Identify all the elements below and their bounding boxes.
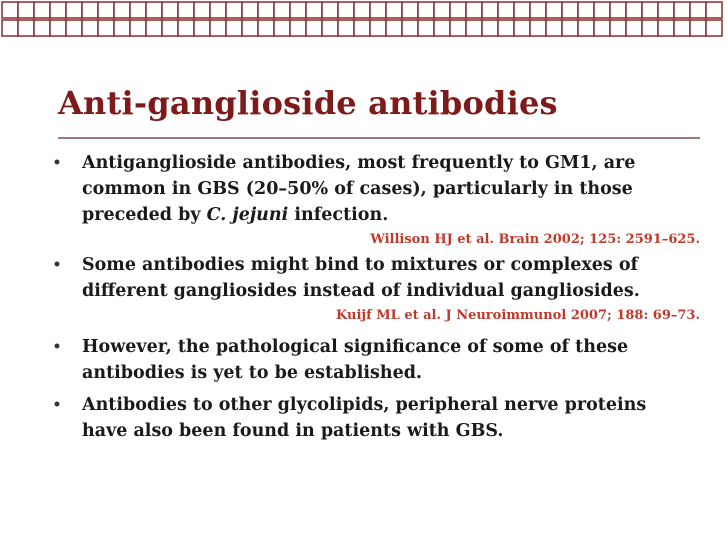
header-grid-cell bbox=[82, 2, 98, 18]
header-grid-cell bbox=[594, 2, 610, 18]
header-grid-cell bbox=[178, 20, 194, 36]
header-grid-cell bbox=[466, 2, 482, 18]
header-grid-cell bbox=[418, 20, 434, 36]
header-grid-cell bbox=[514, 20, 530, 36]
bullet-item-4 bbox=[52, 392, 712, 444]
header-grid-cell bbox=[114, 2, 130, 18]
header-grid-cell bbox=[626, 2, 642, 18]
header-grid-cell bbox=[354, 2, 370, 18]
header-grid-cell bbox=[546, 20, 562, 36]
header-grid-cell bbox=[98, 2, 114, 18]
bullet-text: Antibodies to other glycolipids, peripheral nerve proteins have also been found in patients with GBS. bbox=[82, 395, 647, 441]
header-grid-cell bbox=[498, 2, 514, 18]
header-grid-cell bbox=[290, 2, 306, 18]
bullet-dot-icon: • bbox=[52, 257, 62, 273]
header-grid-cell bbox=[194, 2, 210, 18]
header-grid-cell bbox=[50, 20, 66, 36]
header-grid-cell bbox=[706, 2, 722, 18]
title-underline bbox=[58, 137, 700, 139]
header-grid-cell bbox=[642, 20, 658, 36]
header-grid-cell bbox=[66, 2, 82, 18]
header-grid-cell bbox=[706, 20, 722, 36]
header-grid-cell bbox=[18, 2, 34, 18]
header-grid-cell bbox=[530, 20, 546, 36]
header-grid-cell bbox=[66, 20, 82, 36]
header-grid-cell bbox=[546, 2, 562, 18]
header-grid-cell bbox=[386, 2, 402, 18]
header-grid-cell bbox=[258, 20, 274, 36]
header-grid-cell bbox=[194, 20, 210, 36]
header-grid-cell bbox=[338, 20, 354, 36]
header-grid-cell bbox=[610, 20, 626, 36]
bullet-dot-icon: • bbox=[52, 397, 62, 413]
slide-title: Anti-ganglioside antibodies bbox=[58, 84, 558, 122]
header-grid-cell bbox=[514, 2, 530, 18]
header-grid-cell bbox=[322, 20, 338, 36]
header-grid-cell bbox=[50, 2, 66, 18]
header-grid-cell bbox=[530, 2, 546, 18]
header-grid-cell bbox=[482, 20, 498, 36]
header-grid-cell bbox=[306, 2, 322, 18]
header-grid-cell bbox=[130, 2, 146, 18]
header-grid-cell bbox=[658, 20, 674, 36]
header-grid-cell bbox=[162, 2, 178, 18]
header-grid-cell bbox=[434, 2, 450, 18]
header-grid-cell bbox=[674, 2, 690, 18]
header-grid-cell bbox=[418, 2, 434, 18]
header-grid-cell bbox=[2, 2, 18, 18]
header-grid-cell bbox=[242, 20, 258, 36]
header-grid-cell bbox=[562, 20, 578, 36]
header-grid-cell bbox=[274, 20, 290, 36]
header-grid-cell bbox=[466, 20, 482, 36]
header-grid-cell bbox=[578, 20, 594, 36]
bullet-text: However, the pathological significance of some of these antibodies is yet to be established. bbox=[82, 337, 629, 383]
header-grid-cell bbox=[594, 20, 610, 36]
header-grid-cell bbox=[370, 2, 386, 18]
header-grid-cell bbox=[226, 20, 242, 36]
emphasis-text: C. jejuni bbox=[206, 205, 289, 225]
header-grid-cell bbox=[178, 2, 194, 18]
header-grid-cell bbox=[354, 20, 370, 36]
header-grid-cell bbox=[34, 20, 50, 36]
header-grid-cell bbox=[18, 20, 34, 36]
citation-reference: Willison HJ et al. Brain 2002; 125: 2591–625. bbox=[370, 232, 700, 247]
header-grid-cell bbox=[210, 2, 226, 18]
bullet-text-part: Antiganglioside antibodies, most frequently to GM1, are common in GBS (20–50% of cases), particularly in those preceded by bbox=[82, 153, 636, 225]
header-grid-cell bbox=[690, 2, 706, 18]
citation-reference: Kuijf ML et al. J Neuroimmunol 2007; 188: 69–73. bbox=[336, 308, 700, 323]
header-grid-cell bbox=[610, 2, 626, 18]
header-grid-cell bbox=[402, 20, 418, 36]
header-grid-cell bbox=[642, 2, 658, 18]
header-grid-cell bbox=[322, 2, 338, 18]
header-grid-cell bbox=[658, 2, 674, 18]
header-grid-cell bbox=[162, 20, 178, 36]
bullet-list bbox=[52, 150, 712, 444]
bullet-text-part: infection. bbox=[288, 205, 389, 225]
header-grid-cell bbox=[626, 20, 642, 36]
bullet-item-2 bbox=[52, 252, 712, 328]
header-grid-cell bbox=[450, 2, 466, 18]
decorative-header-grid bbox=[0, 0, 728, 40]
header-grid-cell bbox=[146, 2, 162, 18]
header-grid-cell bbox=[370, 20, 386, 36]
header-grid-cell bbox=[226, 2, 242, 18]
header-grid-cell bbox=[290, 20, 306, 36]
header-grid-cell bbox=[82, 20, 98, 36]
header-grid-cell bbox=[258, 2, 274, 18]
header-grid-cell bbox=[130, 20, 146, 36]
header-grid-cell bbox=[674, 20, 690, 36]
bullet-item-1 bbox=[52, 150, 712, 252]
header-grid-cell bbox=[578, 2, 594, 18]
header-grid-cell bbox=[338, 2, 354, 18]
header-grid-cell bbox=[482, 2, 498, 18]
header-grid-cell bbox=[2, 20, 18, 36]
header-grid-cell bbox=[402, 2, 418, 18]
header-grid-cell bbox=[210, 20, 226, 36]
header-grid-cell bbox=[498, 20, 514, 36]
header-grid-cell bbox=[562, 2, 578, 18]
header-grid-cell bbox=[306, 20, 322, 36]
bullet-text: Some antibodies might bind to mixtures or complexes of different gangliosides instead of individual gangliosides. bbox=[82, 255, 640, 301]
bullet-dot-icon: • bbox=[52, 339, 62, 355]
header-grid-cell bbox=[146, 20, 162, 36]
bullet-dot-icon: • bbox=[52, 155, 62, 171]
header-grid-cell bbox=[386, 20, 402, 36]
bullet-item-3 bbox=[52, 334, 712, 386]
header-grid-cell bbox=[450, 20, 466, 36]
header-grid-cell bbox=[34, 2, 50, 18]
bullet-text bbox=[82, 150, 712, 228]
header-grid-cell bbox=[690, 20, 706, 36]
header-grid-cell bbox=[434, 20, 450, 36]
header-grid-cell bbox=[274, 2, 290, 18]
header-grid-cell bbox=[114, 20, 130, 36]
header-grid-cell bbox=[242, 2, 258, 18]
header-grid-cell bbox=[98, 20, 114, 36]
